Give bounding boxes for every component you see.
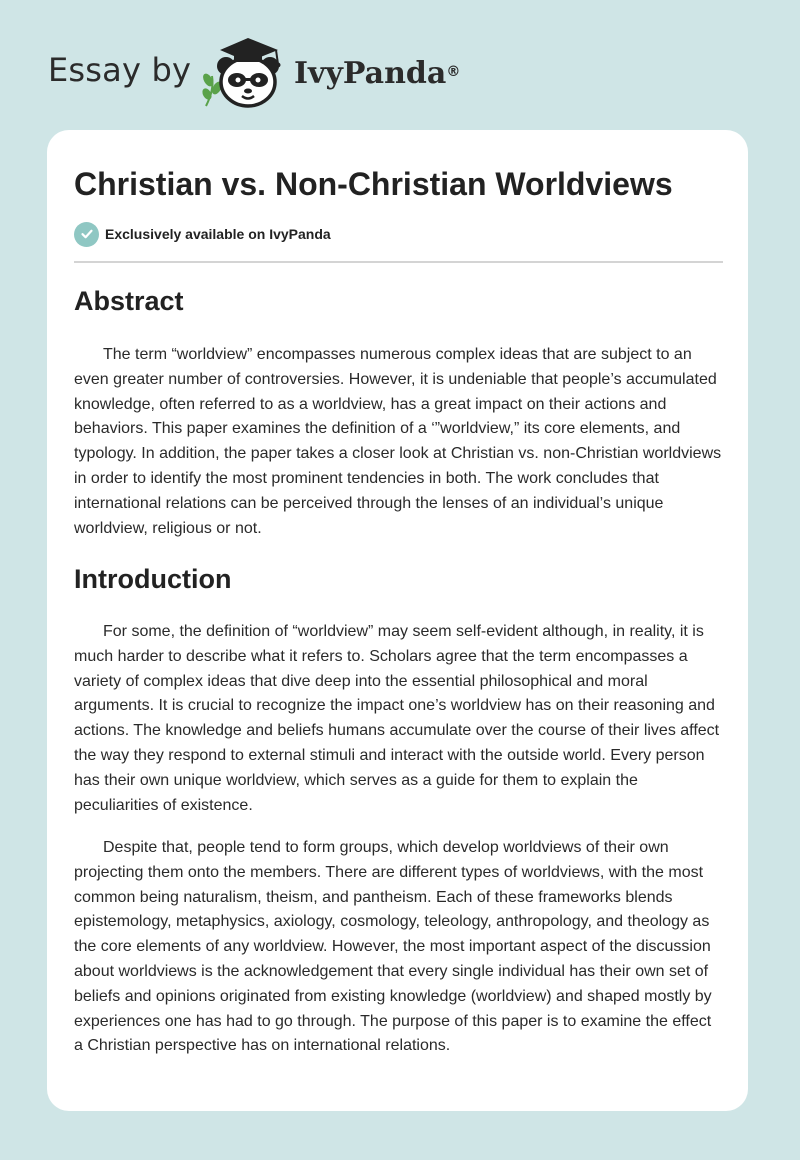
page-title: Christian vs. Non-Christian Worldviews: [74, 166, 673, 202]
title-divider: [74, 261, 723, 263]
badge-label: Exclusively available on IvyPanda: [105, 226, 331, 242]
essay-card: [47, 130, 748, 1111]
site-header: [0, 0, 800, 130]
panda-graduate-logo-icon[interactable]: [198, 36, 294, 110]
section-heading-abstract: Abstract: [74, 286, 184, 316]
brand-name[interactable]: IvyPanda®: [294, 56, 461, 91]
abstract-paragraph: The term “worldview” encompasses numerous complex ideas that are subject to an even greater number of controversies. However, it is undeniable that people’s accumulated knowledge, often referred to as a worldview, has a great impact on their actions and behaviors. This paper examines the definition of a ‘”worldview,” its core elements, and typology. In addition, the paper takes a closer look at Christian vs. non-Christian worldviews in order to identify the most prominent tendencies in both. The work concludes that international relations can be perceived through the lenses of an individual’s unique worldview, religious or not.: [74, 346, 722, 537]
introduction-paragraph-1: For some, the definition of “worldview” may seem self-evident although, in reality, it is much harder to describe what it refers to. Scholars agree that the term encompasses a variety of complex ideas that dive deep into the essential philosophical and moral arguments. It is crucial to recognize the impact one’s worldview has on their reasoning and actions. The knowledge and beliefs humans accumulate over the course of their lives affect the way they respond to external stimuli and interact with the outside world. Every person has their own unique worldview, which serves as a guide for them to explain the peculiarities of existence.: [74, 623, 720, 814]
section-heading-introduction: Introduction: [74, 564, 232, 594]
brand-prefix: Essay by: [48, 51, 192, 89]
exclusive-badge: [74, 221, 331, 247]
introduction-paragraph-2: Despite that, people tend to form groups, which develop worldviews of their own projecting them onto the members. There are different types of worldviews, with the most common being naturalism, theism, and pantheism. Each of these frameworks blends epistemology, metaphysics, axiology, cosmology, teleology, anthropology, and theology as the core elements of any worldview. However, the most important aspect of the discussion about worldviews is the acknowledgement that every single individual has their own set of beliefs and opinions originated from existing knowledge (worldview) and shaped mostly by experiences one has had to go through. The purpose of this paper is to examine the effect a Christian perspective has on international relations.: [74, 839, 712, 1055]
check-circle-icon: [74, 222, 99, 247]
registered-mark: ®: [446, 64, 461, 80]
